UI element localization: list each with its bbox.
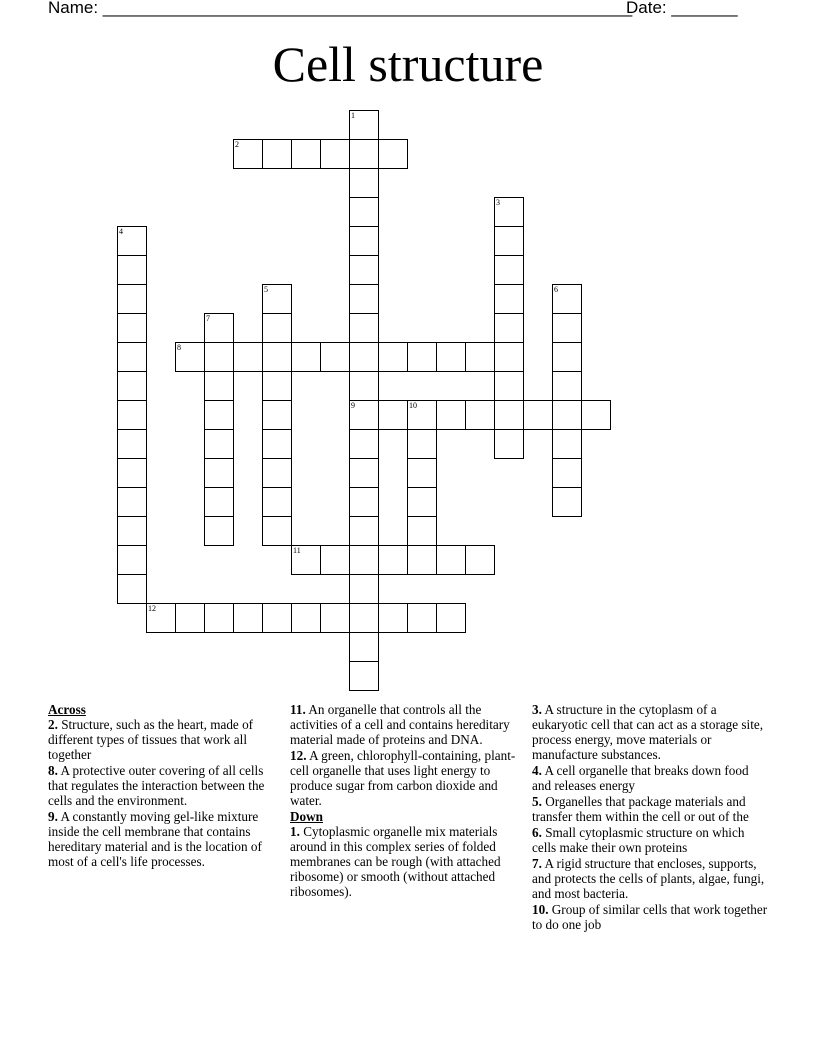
grid-cell[interactable] [494, 429, 524, 459]
grid-cell[interactable] [291, 603, 321, 633]
clue-down-4 [532, 763, 768, 793]
grid-cell[interactable] [552, 400, 582, 430]
grid-cell[interactable] [349, 255, 379, 285]
grid-cell[interactable] [117, 371, 147, 401]
grid-cell[interactable] [204, 516, 234, 546]
grid-cell[interactable] [349, 110, 379, 140]
grid-cell[interactable] [262, 458, 292, 488]
clue-text: A green, chlorophyll-containing, plant-cell organelle that uses light energy to produce sugar from carbon dioxide and water. [290, 748, 516, 808]
clue-across-2 [48, 717, 280, 762]
grid-cell[interactable] [204, 458, 234, 488]
grid-cell[interactable] [233, 342, 263, 372]
grid-cell[interactable] [117, 545, 147, 575]
grid-cell[interactable] [117, 255, 147, 285]
grid-cell[interactable] [349, 197, 379, 227]
grid-cell[interactable] [262, 487, 292, 517]
grid-cell[interactable] [291, 139, 321, 169]
grid-cell[interactable] [262, 284, 292, 314]
grid-cell[interactable] [378, 603, 408, 633]
clue-text: A cell organelle that breaks down food and releases energy [532, 763, 749, 793]
grid-cell[interactable] [465, 342, 495, 372]
grid-cell[interactable] [117, 516, 147, 546]
grid-cell[interactable] [552, 371, 582, 401]
grid-cell[interactable] [378, 545, 408, 575]
clue-number: 5. [532, 794, 542, 809]
clue-text: A protective outer covering of all cells that regulates the interaction between the cells and the environment. [48, 763, 265, 808]
grid-cell[interactable] [320, 603, 350, 633]
grid-cell[interactable] [320, 545, 350, 575]
clue-number-label: 2 [235, 140, 239, 149]
clue-number-label: 5 [264, 285, 268, 294]
grid-cell[interactable] [117, 574, 147, 604]
clue-number-label: 4 [119, 227, 123, 236]
grid-cell[interactable] [349, 429, 379, 459]
grid-cell[interactable] [436, 342, 466, 372]
clue-number-label: 7 [206, 314, 210, 323]
grid-cell[interactable] [262, 139, 292, 169]
clue-down-3 [532, 702, 768, 762]
grid-cell[interactable] [175, 603, 205, 633]
grid-cell[interactable] [349, 400, 379, 430]
grid-cell[interactable] [349, 226, 379, 256]
grid-cell[interactable] [204, 313, 234, 343]
grid-cell[interactable] [378, 139, 408, 169]
grid-cell[interactable] [407, 516, 437, 546]
grid-cell[interactable] [146, 603, 176, 633]
grid-cell[interactable] [262, 400, 292, 430]
clue-number: 8. [48, 763, 58, 778]
clues-column-2 [290, 702, 522, 900]
grid-cell[interactable] [552, 487, 582, 517]
clue-text: Small cytoplasmic structure on which cells make their own proteins [532, 825, 745, 855]
grid-cell[interactable] [407, 400, 437, 430]
clue-number: 10. [532, 902, 549, 917]
grid-cell[interactable] [378, 400, 408, 430]
clue-number-label: 6 [554, 285, 558, 294]
grid-cell[interactable] [436, 400, 466, 430]
clue-number-label: 11 [293, 546, 301, 555]
grid-cell[interactable] [349, 603, 379, 633]
clue-number-label: 3 [496, 198, 500, 207]
grid-cell[interactable] [117, 458, 147, 488]
grid-cell[interactable] [378, 342, 408, 372]
clue-across-9 [48, 809, 280, 869]
clue-number-label: 10 [409, 401, 417, 410]
grid-cell[interactable] [494, 371, 524, 401]
clue-number: 3. [532, 702, 542, 717]
grid-cell[interactable] [407, 603, 437, 633]
grid-cell[interactable] [436, 603, 466, 633]
clue-number-label: 1 [351, 111, 355, 120]
grid-cell[interactable] [349, 487, 379, 517]
clue-number: 4. [532, 763, 542, 778]
grid-cell[interactable] [349, 168, 379, 198]
grid-cell[interactable] [552, 284, 582, 314]
grid-cell[interactable] [117, 487, 147, 517]
grid-cell[interactable] [262, 371, 292, 401]
page-title: Cell structure [272, 36, 544, 92]
header [48, 0, 738, 18]
grid-cell[interactable] [436, 545, 466, 575]
grid-cell[interactable] [494, 313, 524, 343]
grid-cell[interactable] [233, 139, 263, 169]
grid-cell[interactable] [204, 429, 234, 459]
grid-cell[interactable] [262, 313, 292, 343]
clues-column-3 [532, 702, 768, 933]
across-heading: Across [48, 702, 86, 717]
grid-cell[interactable] [117, 313, 147, 343]
clue-across-8 [48, 763, 280, 808]
clue-number: 9. [48, 809, 58, 824]
clue-number-label: 9 [351, 401, 355, 410]
clue-number: 1. [290, 824, 300, 839]
grid-cell[interactable] [349, 371, 379, 401]
grid-cell[interactable] [117, 429, 147, 459]
grid-cell[interactable] [407, 342, 437, 372]
clue-down-6 [532, 825, 768, 855]
clue-text: Group of similar cells that work together to do one job [532, 902, 768, 932]
grid-cell[interactable] [523, 400, 553, 430]
grid-cell[interactable] [349, 342, 379, 372]
clue-across-12 [290, 748, 522, 808]
clue-across-11 [290, 702, 522, 747]
clue-text: An organelle that controls all the activities of a cell and contains hereditary material made of proteins and DNA. [290, 702, 510, 747]
clue-down-10 [532, 902, 768, 932]
grid-cell[interactable] [349, 516, 379, 546]
grid-cell[interactable] [262, 516, 292, 546]
grid-cell[interactable] [552, 429, 582, 459]
grid-cell[interactable] [204, 487, 234, 517]
grid-cell[interactable] [320, 139, 350, 169]
grid-cell[interactable] [204, 603, 234, 633]
clue-text: A constantly moving gel-like mixture inside the cell membrane that contains hereditary material and is the location of most of a cell's life processes. [48, 809, 262, 869]
grid-cell[interactable] [407, 458, 437, 488]
grid-cell[interactable] [494, 342, 524, 372]
grid-cell[interactable] [407, 487, 437, 517]
down-heading: Down [290, 809, 323, 824]
clue-down-1 [290, 824, 522, 899]
clue-down-7 [532, 856, 768, 901]
clue-down-5 [532, 794, 768, 824]
clue-number-label: 12 [148, 604, 156, 613]
clue-text: Organelles that package materials and transfer them within the cell or out of the [532, 794, 749, 824]
grid-cell[interactable] [117, 284, 147, 314]
clue-number-label: 8 [177, 343, 181, 352]
grid-cell[interactable] [552, 313, 582, 343]
grid-cell[interactable] [175, 342, 205, 372]
grid-cell[interactable] [349, 632, 379, 662]
grid-cell[interactable] [262, 603, 292, 633]
clues-column-1 [48, 702, 280, 870]
grid-cell[interactable] [552, 458, 582, 488]
grid-cell[interactable] [262, 342, 292, 372]
grid-cell[interactable] [494, 197, 524, 227]
clue-text: A rigid structure that encloses, supports, and protects the cells of plants, algae, fungi, and most bacteria. [532, 856, 765, 901]
clue-number: 7. [532, 856, 542, 871]
grid-cell[interactable] [204, 371, 234, 401]
grid-cell[interactable] [117, 342, 147, 372]
grid-cell[interactable] [581, 400, 611, 430]
grid-cell[interactable] [204, 400, 234, 430]
grid-cell[interactable] [262, 429, 292, 459]
grid-cell[interactable] [349, 458, 379, 488]
clue-text: Cytoplasmic organelle mix materials around in this complex series of folded membranes can be rough (with attached ribosome) or smooth (without attached ribosomes). [290, 824, 501, 899]
clue-number: 2. [48, 717, 58, 732]
grid-cell[interactable] [465, 400, 495, 430]
grid-cell[interactable] [349, 661, 379, 691]
grid-cell[interactable] [349, 284, 379, 314]
grid-cell[interactable] [494, 400, 524, 430]
clue-number: 11. [290, 702, 306, 717]
grid-cell[interactable] [349, 545, 379, 575]
grid-cell[interactable] [233, 603, 263, 633]
grid-cell[interactable] [407, 545, 437, 575]
date-field-label[interactable]: Date: _______ [626, 0, 738, 17]
grid-cell[interactable] [465, 545, 495, 575]
grid-cell[interactable] [291, 545, 321, 575]
grid-cell[interactable] [204, 342, 234, 372]
grid-cell[interactable] [117, 400, 147, 430]
grid-cell[interactable] [349, 574, 379, 604]
clue-number: 12. [290, 748, 307, 763]
grid-cell[interactable] [494, 226, 524, 256]
name-field-label[interactable]: Name: ________________________________________________________ [48, 0, 633, 17]
grid-cell[interactable] [349, 139, 379, 169]
grid-cell[interactable] [494, 284, 524, 314]
clue-text: A structure in the cytoplasm of a eukaryotic cell that can act as a storage site, process energy, move materials or manufacture substances. [532, 702, 764, 762]
grid-cell[interactable] [291, 342, 321, 372]
clue-number: 6. [532, 825, 542, 840]
grid-cell[interactable] [407, 429, 437, 459]
grid-cell[interactable] [117, 226, 147, 256]
grid-cell[interactable] [320, 342, 350, 372]
clue-text: Structure, such as the heart, made of different types of tissues that work all together [48, 717, 254, 762]
grid-cell[interactable] [552, 342, 582, 372]
grid-cell[interactable] [349, 313, 379, 343]
grid-cell[interactable] [494, 255, 524, 285]
